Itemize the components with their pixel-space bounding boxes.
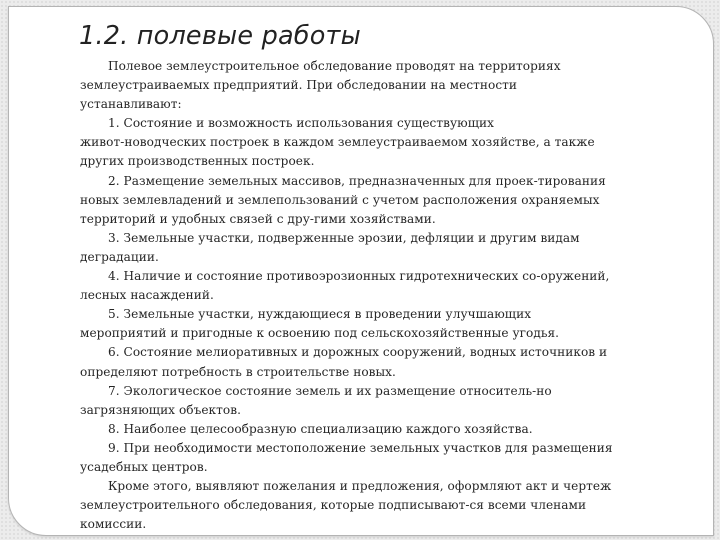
body-paragraph — [80, 267, 671, 305]
text-line: усадебных центров. — [80, 459, 208, 474]
text-line: комиссии. — [80, 517, 147, 532]
text-line: деградации. — [80, 249, 159, 264]
text-line: других производственных построек. — [80, 154, 315, 169]
body-paragraph — [80, 305, 671, 343]
text-line: живот-новодческих построек в каждом землеустраиваемом хозяйстве, а также — [80, 135, 595, 150]
text-line: Полевое землеустроительное обследование проводят на территориях — [108, 59, 561, 73]
text-line: 2. Размещение земельных массивов, предназначенных для проек-тирования — [108, 173, 606, 188]
slide-card — [8, 6, 714, 536]
text-line: 9. При необходимости местоположение земельных участков для размещения — [108, 440, 613, 455]
text-line: устанавливают: — [80, 97, 182, 112]
body-paragraph — [80, 229, 671, 267]
body-paragraph — [80, 114, 671, 171]
body-paragraph — [80, 382, 671, 420]
body-paragraph — [80, 477, 671, 534]
text-line: лесных насаждений. — [80, 288, 214, 303]
text-line: 6. Состояние мелиоративных и дорожных сооружений, водных источников и — [108, 345, 608, 360]
text-line: 4. Наличие и состояние противоэрозионных гидротехнических со-оружений, — [108, 269, 610, 284]
text-line: 8. Наиболее целесообразную специализацию каждого хозяйства. — [108, 421, 533, 436]
text-line: мероприятий и пригодные к освоению под сельскохозяйственные угодья. — [80, 326, 560, 341]
body-paragraph — [80, 172, 671, 229]
text-line: 3. Земельные участки, подверженные эрозии, дефляции и другим видам — [108, 230, 580, 245]
text-line: определяют потребность в строительстве новых. — [80, 364, 396, 379]
slide-title: 1.2. полевые работы — [79, 21, 361, 51]
body-paragraph — [80, 343, 671, 381]
text-line: землеустраиваемых предприятий. При обследовании на местности — [80, 78, 518, 93]
slide-body-text — [80, 57, 671, 534]
text-line: 5. Земельные участки, нуждающиеся в проведении улучшающих — [108, 307, 532, 322]
text-line: загрязняющих объектов. — [80, 402, 241, 417]
text-line: Кроме этого, выявляют пожелания и предложения, оформляют акт и чертеж — [108, 479, 612, 494]
text-line: территорий и удобных связей с дру-гими хозяйствами. — [80, 211, 436, 226]
body-paragraph — [80, 439, 671, 477]
text-line: 1. Состояние и возможность использования существующих — [108, 116, 494, 131]
text-line: землеустроительного обследования, которые подписывают-ся всеми членами — [80, 498, 587, 513]
body-paragraph — [80, 57, 671, 114]
body-paragraph — [80, 420, 671, 439]
text-line: 7. Экологическое состояние земель и их размещение относитель-но — [108, 383, 552, 398]
text-line: новых землевладений и землепользований с учетом расположения охраняемых — [80, 192, 600, 207]
